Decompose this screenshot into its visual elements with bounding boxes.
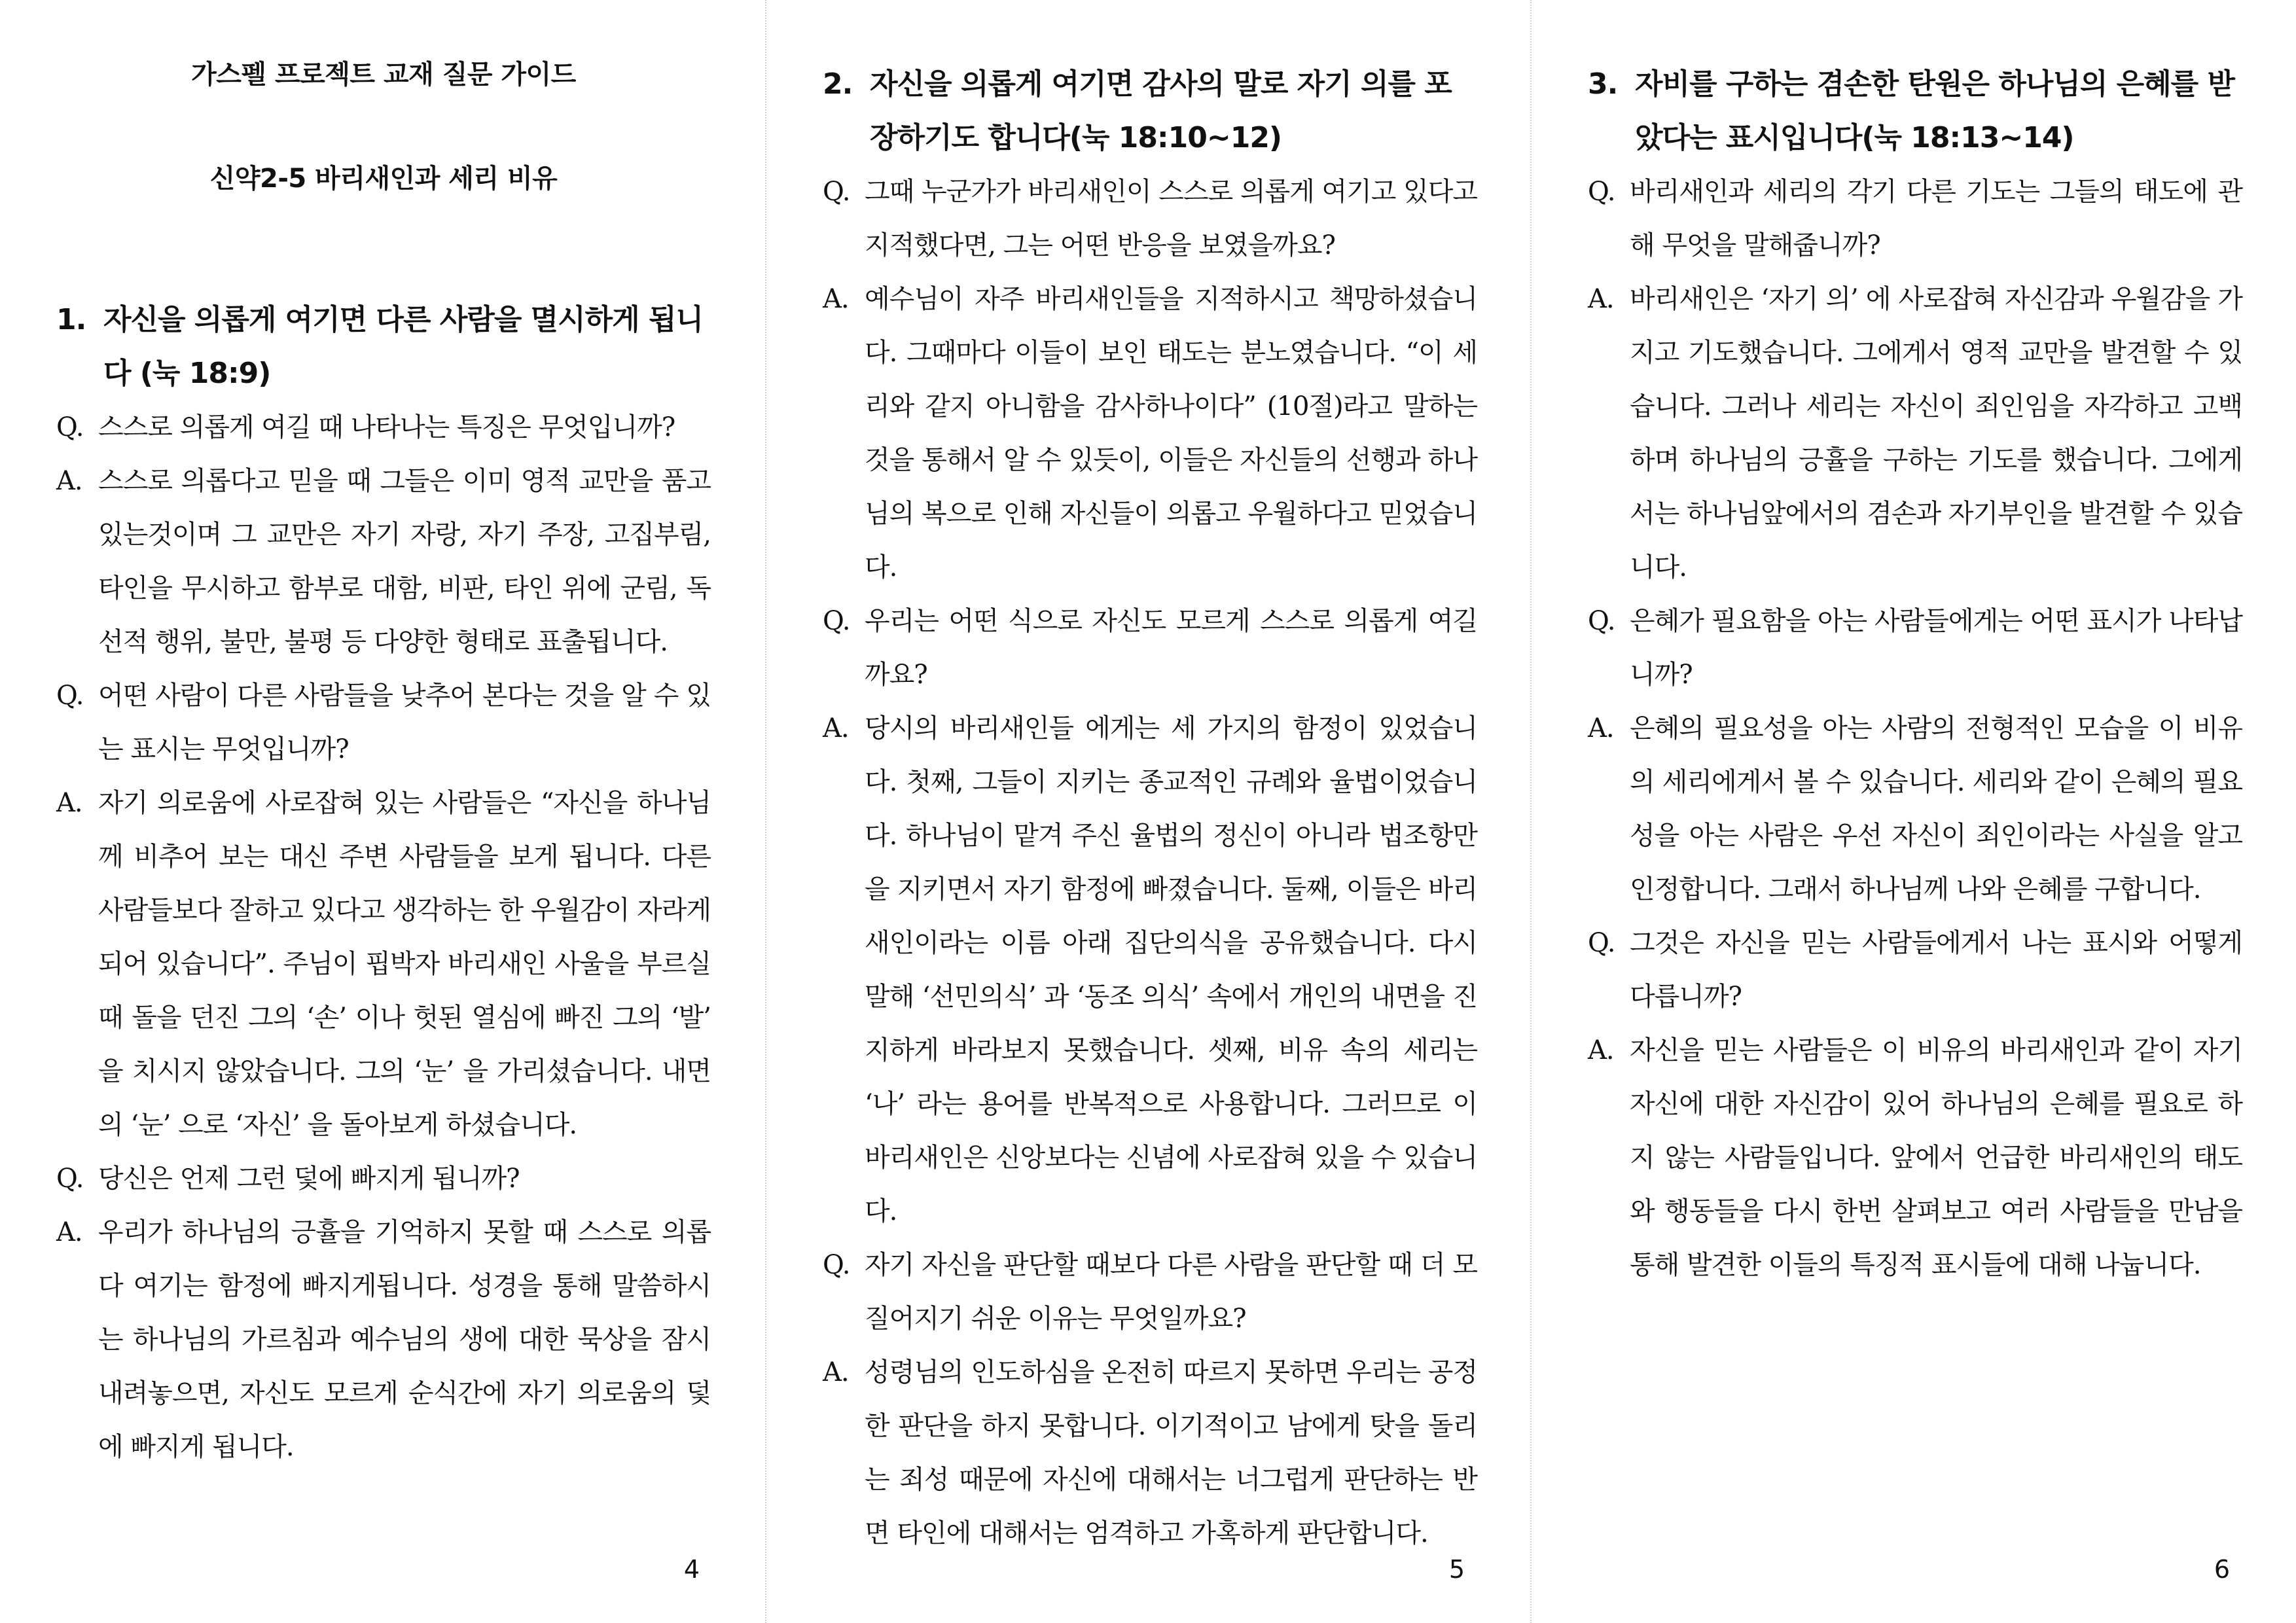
qa-text: 자기 자신을 판단할 때보다 다른 사람을 판단할 때 더 모질어지기 쉬운 이유는 무엇일까요? xyxy=(865,1250,1477,1334)
qa-mark: A. xyxy=(823,713,849,743)
question xyxy=(823,1238,1477,1346)
qa-mark: Q. xyxy=(1588,177,1615,207)
answer xyxy=(1588,272,2242,594)
qa-text: 자기 의로움에 사로잡혀 있는 사람들은 “자신을 하나님께 비추어 보는 대신 주변 사람들을 보게 됩니다. 다른 사람들보다 잘하고 있다고 생각하는 한 우월감이 자라게 되어 있습니다”. 주님이 핍박자 바리새인 사울을 부르실 때 돌을 던진 그의 ‘손’ 이나 헛된 열심에 빠진 그의 ‘발’ 을 치시지 않았습니다. 그의 ‘눈’ 을 가리셨습니다. 내면의 ‘눈’ 으로 ‘자신’ 을 돌아보게 하셨습니다. xyxy=(98,788,711,1140)
section-number: 3. xyxy=(1588,67,1618,101)
section-heading-text: 자신을 의롭게 여기면 다른 사람을 멸시하게 됩니다 (눅 18:9) xyxy=(103,303,703,390)
page-6 xyxy=(1530,0,2295,1623)
document-subtitle: 신약2-5 바리새인과 세리 비유 xyxy=(209,164,558,194)
section-heading-text: 자비를 구하는 겸손한 탄원은 하나님의 은혜를 받았다는 표시입니다(눅 18:13~14) xyxy=(1635,67,2234,154)
qa-text: 당시의 바리새인들 에게는 세 가지의 함정이 있었습니다. 첫째, 그들이 지키는 종교적인 규례와 율법이었습니다. 하나님이 맡겨 주신 율법의 정신이 아니라 법조항만을 지키면서 자기 함정에 빠졌습니다. 둘째, 이들은 바리새인이라는 이름 아래 집단의식을 공유했습니다. 다시 말해 ‘선민의식’ 과 ‘동조 의식’ 속에서 개인의 내면을 진지하게 바라보지 못했습니다. 셋째, 비유 속의 세리는 ‘나’ 라는 용어를 반복적으로 사용합니다. 그러므로 이 바리새인은 신앙보다는 신념에 사로잡혀 있을 수 있습니다. xyxy=(865,713,1478,1226)
qa-text: 우리가 하나님의 긍휼을 기억하지 못할 때 스스로 의롭다 여기는 함정에 빠지게됩니다. 성경을 통해 말씀하시는 하나님의 가르침과 예수님의 생에 대한 묵상을 잠시 내려놓으면, 자신도 모르게 순식간에 자기 의로움의 덫에 빠지게 됩니다. xyxy=(98,1217,711,1462)
answer xyxy=(56,776,711,1152)
page-number: 5 xyxy=(1448,1555,1465,1584)
qa-mark: A. xyxy=(1588,713,1614,743)
qa-mark: Q. xyxy=(823,606,850,636)
page-number: 4 xyxy=(683,1555,700,1584)
qa-text: 자신을 믿는 사람들은 이 비유의 바리새인과 같이 자기 자신에 대한 자신감이 있어 하나님의 은혜를 필요로 하지 않는 사람들입니다. 앞에서 언급한 바리새인의 태도와 행동들을 다시 한번 살펴보고 여러 사람들을 만남을 통해 발견한 이들의 특징적 표시들에 대해 나눕니다. xyxy=(1630,1035,2242,1280)
answer xyxy=(1588,702,2242,916)
question xyxy=(1588,916,2242,1024)
section-heading xyxy=(823,58,1477,165)
question xyxy=(1588,165,2242,272)
page-content xyxy=(823,58,1477,1560)
qa-mark: Q. xyxy=(1588,606,1615,636)
qa-text: 그때 누군가가 바리새인이 스스로 의롭게 여기고 있다고 지적했다면, 그는 어떤 반응을 보였을까요? xyxy=(865,177,1478,260)
qa-mark: Q. xyxy=(823,1250,850,1280)
qa-mark: A. xyxy=(56,788,82,818)
question xyxy=(823,594,1477,702)
answer xyxy=(56,454,711,669)
qa-text: 은혜가 필요함을 아는 사람들에게는 어떤 표시가 나타납니까? xyxy=(1630,606,2243,690)
page-5 xyxy=(765,0,1530,1623)
qa-text: 바리새인과 세리의 각기 다른 기도는 그들의 태도에 관해 무엇을 말해줍니까? xyxy=(1630,177,2242,260)
qa-text: 스스로 의롭게 여길 때 나타나는 특징은 무엇입니까? xyxy=(98,412,675,442)
answer xyxy=(823,702,1477,1238)
document-title: 가스펠 프로젝트 교재 질문 가이드 xyxy=(191,60,576,90)
qa-mark: Q. xyxy=(1588,928,1615,958)
page-4 xyxy=(0,0,765,1623)
qa-mark: A. xyxy=(1588,284,1614,314)
qa-mark: Q. xyxy=(823,177,850,207)
section-number: 2. xyxy=(823,67,853,101)
question xyxy=(56,401,711,454)
qa-mark: Q. xyxy=(56,1164,84,1194)
qa-mark: A. xyxy=(823,1357,849,1387)
answer xyxy=(56,1205,711,1474)
answer xyxy=(1588,1024,2242,1292)
page-number: 6 xyxy=(2214,1555,2230,1584)
qa-text: 예수님이 자주 바리새인들을 지적하시고 책망하셨습니다. 그때마다 이들이 보인 태도는 분노였습니다. “이 세리와 같지 아니함을 감사하나이다” (10절)라고 말하는 것을 통해서 알 수 있듯이, 이들은 자신들의 선행과 하나님의 복으로 인해 자신들이 의롭고 우월하다고 믿었습니다. xyxy=(865,284,1478,582)
qa-mark: A. xyxy=(1588,1035,1614,1065)
qa-text: 어떤 사람이 다른 사람들을 낮추어 본다는 것을 알 수 있는 표시는 무엇입니까? xyxy=(98,681,711,764)
question xyxy=(823,165,1477,272)
qa-mark: A. xyxy=(56,466,82,496)
question xyxy=(56,1152,711,1205)
qa-text: 그것은 자신을 믿는 사람들에게서 나는 표시와 어떻게 다릅니까? xyxy=(1630,928,2242,1012)
question xyxy=(1588,594,2242,702)
qa-mark: A. xyxy=(823,284,849,314)
page-content xyxy=(56,54,711,1474)
qa-mark: Q. xyxy=(56,412,84,442)
qa-text: 은혜의 필요성을 아는 사람의 전형적인 모습을 이 비유의 세리에게서 볼 수 있습니다. 세리와 같이 은혜의 필요성을 아는 사람은 우선 자신이 죄인이라는 사실을 알고 인정합니다. 그래서 하나님께 나와 은혜를 구합니다. xyxy=(1630,713,2242,904)
qa-text: 스스로 의롭다고 믿을 때 그들은 이미 영적 교만을 품고 있는것이며 그 교만은 자기 자랑, 자기 주장, 고집부림, 타인을 무시하고 함부로 대함, 비판, 타인 위에 군림, 독선적 행위, 불만, 불평 등 다양한 형태로 표출됩니다. xyxy=(98,466,711,657)
qa-text: 당신은 언제 그런 덫에 빠지게 됩니까? xyxy=(98,1164,520,1194)
answer xyxy=(823,272,1477,594)
question xyxy=(56,669,711,776)
qa-text: 바리새인은 ‘자기 의’ 에 사로잡혀 자신감과 우월감을 가지고 기도했습니다. 그에게서 영적 교만을 발견할 수 있습니다. 그러나 세리는 자신이 죄인임을 자각하고 고백하며 하나님의 긍휼을 구하는 기도를 했습니다. 그에게서는 하나님앞에서의 겸손과 자기부인을 발견할 수 있습니다. xyxy=(1630,284,2243,582)
answer xyxy=(823,1346,1477,1560)
section-heading xyxy=(56,293,711,401)
qa-text: 성령님의 인도하심을 온전히 따르지 못하면 우리는 공정한 판단을 하지 못합니다. 이기적이고 남에게 탓을 돌리는 죄성 때문에 자신에 대해서는 너그럽게 판단하는 반면 타인에 대해서는 엄격하고 가혹하게 판단합니다. xyxy=(865,1357,1478,1548)
section-heading-text: 자신을 의롭게 여기면 감사의 말로 자기 의를 포장하기도 합니다(눅 18:10~12) xyxy=(870,67,1452,154)
qa-text: 우리는 어떤 식으로 자신도 모르게 스스로 의롭게 여길까요? xyxy=(865,606,1477,690)
page-content xyxy=(1588,58,2242,1292)
qa-mark: Q. xyxy=(56,681,84,711)
qa-mark: A. xyxy=(56,1217,82,1247)
section-number: 1. xyxy=(56,303,86,336)
section-heading xyxy=(1588,58,2242,165)
